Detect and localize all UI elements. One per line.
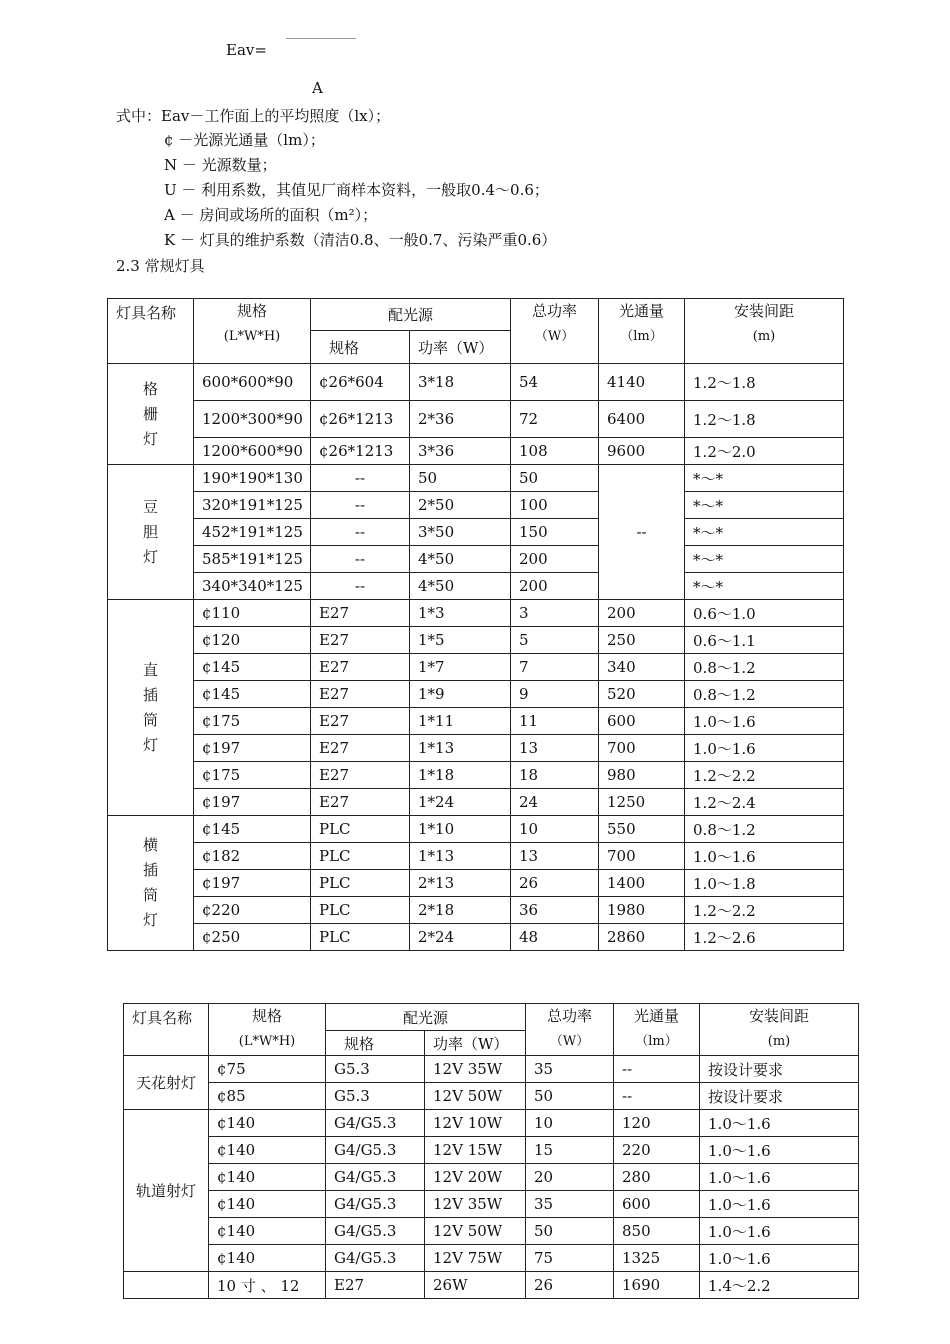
spec-cell: ¢140	[209, 1110, 326, 1137]
ls-spec-cell: E27	[311, 762, 410, 789]
ls-spec-cell: --	[311, 573, 410, 600]
table-row	[124, 1272, 859, 1299]
spacing-cell: 1.0～1.6	[685, 735, 844, 762]
spacing-cell: 1.0～1.6	[700, 1218, 859, 1245]
ls-power-cell: 1*7	[410, 654, 511, 681]
legend-intro: 式中：Eav－工作面上的平均照度（lx）；	[116, 107, 391, 125]
ls-spec-cell: G5.3	[326, 1056, 425, 1083]
ls-spec-cell: E27	[311, 600, 410, 627]
total-power-cell: 10	[511, 816, 599, 843]
col-spec-header: 规格 (L*W*H)	[194, 299, 311, 364]
spacing-cell: 1.4～2.2	[700, 1272, 859, 1299]
fixture-name	[124, 1272, 209, 1299]
ls-spec-cell: --	[311, 465, 410, 492]
table-row	[124, 1164, 859, 1191]
flux-cell: 220	[614, 1137, 700, 1164]
spec-cell: ¢110	[194, 600, 311, 627]
ls-power-cell: 12V 10W	[425, 1110, 526, 1137]
spec-cell: 10 寸 、 12	[209, 1272, 326, 1299]
ls-spec-cell: ¢26*1213	[311, 438, 410, 465]
flux-cell: --	[614, 1056, 700, 1083]
ls-power-cell: 12V 35W	[425, 1191, 526, 1218]
ls-power-cell: 2*50	[410, 492, 511, 519]
flux-cell: 980	[599, 762, 685, 789]
ls-power-cell: 1*24	[410, 789, 511, 816]
spec-cell: 320*191*125	[194, 492, 311, 519]
ls-spec-cell: PLC	[311, 870, 410, 897]
ls-power-cell: 1*10	[410, 816, 511, 843]
spacing-cell: *～*	[685, 492, 844, 519]
spec-cell: ¢85	[209, 1083, 326, 1110]
fixture-name: 格 栅 灯	[108, 364, 194, 465]
table-row	[108, 364, 844, 401]
total-power-cell: 5	[511, 627, 599, 654]
spacing-cell: 0.8～1.2	[685, 816, 844, 843]
table-row	[108, 816, 844, 843]
col-name-header: 灯具名称	[108, 299, 194, 364]
ls-power-cell: 1*13	[410, 843, 511, 870]
flux-cell: 340	[599, 654, 685, 681]
table-row	[124, 1083, 859, 1110]
spec-cell: ¢197	[194, 870, 311, 897]
table-row	[124, 1137, 859, 1164]
col-light-source-header: 配光源	[326, 1004, 526, 1031]
legend-item: N － 光源数量；	[164, 156, 277, 174]
table-row	[108, 573, 844, 600]
section-title: 2.3 常规灯具	[116, 257, 205, 275]
spec-cell: ¢182	[194, 843, 311, 870]
ls-spec-cell: E27	[311, 735, 410, 762]
ls-spec-cell: E27	[311, 654, 410, 681]
ls-power-cell: 4*50	[410, 573, 511, 600]
spacing-cell: 0.8～1.2	[685, 681, 844, 708]
ls-power-cell: 3*18	[410, 364, 511, 401]
ls-spec-cell: G4/G5.3	[326, 1191, 425, 1218]
total-power-cell: 35	[526, 1056, 614, 1083]
ls-power-cell: 12V 15W	[425, 1137, 526, 1164]
ls-spec-cell: PLC	[311, 816, 410, 843]
spec-cell: ¢145	[194, 816, 311, 843]
ls-spec-cell: ¢26*1213	[311, 401, 410, 438]
table-row	[108, 789, 844, 816]
table-row	[108, 870, 844, 897]
spacing-cell: 1.2～2.4	[685, 789, 844, 816]
table-row	[108, 654, 844, 681]
spec-cell: ¢175	[194, 708, 311, 735]
legend-item: A － 房间或场所的面积（m²）；	[164, 206, 378, 224]
total-power-cell: 3	[511, 600, 599, 627]
table-row	[124, 1191, 859, 1218]
ls-power-cell: 12V 35W	[425, 1056, 526, 1083]
fixture-name: 天花射灯	[124, 1056, 209, 1110]
flux-cell: 550	[599, 816, 685, 843]
flux-cell: 2860	[599, 924, 685, 951]
ls-power-cell: 12V 50W	[425, 1218, 526, 1245]
spec-cell: ¢145	[194, 681, 311, 708]
col-ls-power-header: 功率（W）	[410, 331, 511, 364]
spacing-cell: *～*	[685, 519, 844, 546]
legend-item: ¢ －光源光通量（lm）；	[164, 131, 325, 149]
total-power-cell: 15	[526, 1137, 614, 1164]
table-row	[108, 627, 844, 654]
ls-power-cell: 2*24	[410, 924, 511, 951]
total-power-cell: 36	[511, 897, 599, 924]
ls-spec-cell: G4/G5.3	[326, 1218, 425, 1245]
flux-cell: 520	[599, 681, 685, 708]
col-total-power-header: 总功率 （W）	[526, 1004, 614, 1056]
total-power-cell: 75	[526, 1245, 614, 1272]
table-row	[124, 1245, 859, 1272]
spacing-cell: *～*	[685, 573, 844, 600]
table-row	[108, 401, 844, 438]
ls-power-cell: 4*50	[410, 546, 511, 573]
fixture-name: 横 插 筒 灯	[108, 816, 194, 951]
spec-cell: ¢175	[194, 762, 311, 789]
total-power-cell: 10	[526, 1110, 614, 1137]
ls-spec-cell: G5.3	[326, 1083, 425, 1110]
legend-item: U － 利用系数，其值见厂商样本资料，一般取0.4～0.6；	[164, 181, 549, 199]
spacing-cell: 1.0～1.6	[700, 1245, 859, 1272]
spacing-cell: 1.0～1.6	[700, 1110, 859, 1137]
total-power-cell: 48	[511, 924, 599, 951]
spacing-cell: 按设计要求	[700, 1083, 859, 1110]
spec-cell: ¢140	[209, 1218, 326, 1245]
flux-cell: 9600	[599, 438, 685, 465]
table-row	[108, 438, 844, 465]
table-row	[108, 465, 844, 492]
spec-cell: ¢197	[194, 735, 311, 762]
flux-cell: 4140	[599, 364, 685, 401]
col-ls-spec-header: 规格	[326, 1031, 425, 1056]
spacing-cell: 1.0～1.6	[700, 1164, 859, 1191]
ls-power-cell: 12V 75W	[425, 1245, 526, 1272]
table-row	[108, 546, 844, 573]
spec-cell: ¢220	[194, 897, 311, 924]
spacing-cell: 1.0～1.8	[685, 870, 844, 897]
col-flux-header: 光通量 （lm）	[599, 299, 685, 364]
formula-denominator: A	[312, 79, 323, 97]
flux-cell: 200	[599, 600, 685, 627]
ls-spec-cell: G4/G5.3	[326, 1137, 425, 1164]
spec-cell: 452*191*125	[194, 519, 311, 546]
fraction-line	[286, 38, 356, 39]
spacing-cell: 按设计要求	[700, 1056, 859, 1083]
flux-cell: 1325	[614, 1245, 700, 1272]
flux-cell: 6400	[599, 401, 685, 438]
table-row	[108, 897, 844, 924]
spacing-cell: 0.6～1.0	[685, 600, 844, 627]
col-light-source-header: 配光源	[311, 299, 511, 331]
spec-cell: 190*190*130	[194, 465, 311, 492]
flux-cell: 1980	[599, 897, 685, 924]
ls-spec-cell: G4/G5.3	[326, 1110, 425, 1137]
table-row	[108, 843, 844, 870]
ls-spec-cell: E27	[311, 681, 410, 708]
ls-power-cell: 12V 20W	[425, 1164, 526, 1191]
ls-spec-cell: PLC	[311, 843, 410, 870]
table-row	[124, 1218, 859, 1245]
spec-cell: ¢250	[194, 924, 311, 951]
ls-power-cell: 12V 50W	[425, 1083, 526, 1110]
ls-power-cell: 1*18	[410, 762, 511, 789]
spec-cell: ¢75	[209, 1056, 326, 1083]
total-power-cell: 24	[511, 789, 599, 816]
total-power-cell: 150	[511, 519, 599, 546]
spacing-cell: 1.0～1.6	[685, 708, 844, 735]
spec-cell: ¢140	[209, 1137, 326, 1164]
total-power-cell: 35	[526, 1191, 614, 1218]
total-power-cell: 26	[526, 1272, 614, 1299]
spacing-cell: 0.8～1.2	[685, 654, 844, 681]
ls-spec-cell: --	[311, 492, 410, 519]
spacing-cell: 1.0～1.6	[700, 1191, 859, 1218]
total-power-cell: 100	[511, 492, 599, 519]
ls-spec-cell: PLC	[311, 897, 410, 924]
total-power-cell: 50	[526, 1218, 614, 1245]
fixture-name: 豆 胆 灯	[108, 465, 194, 600]
total-power-cell: 13	[511, 843, 599, 870]
ls-spec-cell: G4/G5.3	[326, 1245, 425, 1272]
ls-spec-cell: --	[311, 519, 410, 546]
total-power-cell: 50	[511, 465, 599, 492]
flux-cell: 1690	[614, 1272, 700, 1299]
flux-cell: 250	[599, 627, 685, 654]
spacing-cell: 1.0～1.6	[700, 1137, 859, 1164]
flux-cell: --	[599, 465, 685, 600]
fixture-name: 轨道射灯	[124, 1110, 209, 1272]
formula-lhs: Eav=	[226, 41, 267, 59]
ls-spec-cell: PLC	[311, 924, 410, 951]
ls-power-cell: 2*13	[410, 870, 511, 897]
total-power-cell: 13	[511, 735, 599, 762]
spacing-cell: 1.2～2.0	[685, 438, 844, 465]
flux-cell: 600	[599, 708, 685, 735]
col-name-header: 灯具名称	[124, 1004, 209, 1056]
col-spacing-header: 安装间距 (m)	[700, 1004, 859, 1056]
total-power-cell: 20	[526, 1164, 614, 1191]
col-spacing-header: 安装间距 (m)	[685, 299, 844, 364]
fixture-table-2	[123, 1003, 859, 1299]
spec-cell: ¢140	[209, 1191, 326, 1218]
table-row	[108, 708, 844, 735]
ls-power-cell: 1*11	[410, 708, 511, 735]
table-row	[108, 762, 844, 789]
flux-cell: 600	[614, 1191, 700, 1218]
ls-spec-cell: G4/G5.3	[326, 1164, 425, 1191]
ls-spec-cell: E27	[311, 789, 410, 816]
col-flux-header: 光通量 （lm）	[614, 1004, 700, 1056]
spec-cell: 600*600*90	[194, 364, 311, 401]
total-power-cell: 200	[511, 546, 599, 573]
legend-item: K － 灯具的维护系数（清洁0.8、一般0.7、污染严重0.6）	[164, 231, 557, 249]
spacing-cell: 1.2～1.8	[685, 401, 844, 438]
total-power-cell: 7	[511, 654, 599, 681]
fixture-name: 直 插 筒 灯	[108, 600, 194, 816]
col-ls-power-header: 功率（W）	[425, 1031, 526, 1056]
table-row	[108, 681, 844, 708]
flux-cell: 700	[599, 843, 685, 870]
spec-cell: 1200*300*90	[194, 401, 311, 438]
ls-power-cell: 2*36	[410, 401, 511, 438]
fixture-table-1	[107, 298, 844, 951]
spec-cell: ¢120	[194, 627, 311, 654]
ls-power-cell: 1*5	[410, 627, 511, 654]
table-row	[124, 1110, 859, 1137]
spec-cell: 1200*600*90	[194, 438, 311, 465]
table-row	[108, 924, 844, 951]
ls-power-cell: 3*50	[410, 519, 511, 546]
ls-power-cell: 50	[410, 465, 511, 492]
ls-power-cell: 2*18	[410, 897, 511, 924]
table-row	[124, 1056, 859, 1083]
spec-cell: ¢197	[194, 789, 311, 816]
flux-cell: 280	[614, 1164, 700, 1191]
spacing-cell: 1.2～1.8	[685, 364, 844, 401]
total-power-cell: 108	[511, 438, 599, 465]
spec-cell: 585*191*125	[194, 546, 311, 573]
col-total-power-header: 总功率 （W）	[511, 299, 599, 364]
ls-spec-cell: ¢26*604	[311, 364, 410, 401]
flux-cell: 1250	[599, 789, 685, 816]
table-row	[108, 519, 844, 546]
total-power-cell: 11	[511, 708, 599, 735]
spacing-cell: *～*	[685, 546, 844, 573]
table-row	[108, 600, 844, 627]
flux-cell: 120	[614, 1110, 700, 1137]
table-row	[108, 492, 844, 519]
flux-cell: 850	[614, 1218, 700, 1245]
total-power-cell: 54	[511, 364, 599, 401]
table-row	[108, 735, 844, 762]
spacing-cell: 1.2～2.2	[685, 762, 844, 789]
ls-spec-cell: E27	[311, 708, 410, 735]
total-power-cell: 26	[511, 870, 599, 897]
spacing-cell: 0.6～1.1	[685, 627, 844, 654]
total-power-cell: 50	[526, 1083, 614, 1110]
total-power-cell: 200	[511, 573, 599, 600]
flux-cell: 700	[599, 735, 685, 762]
total-power-cell: 9	[511, 681, 599, 708]
ls-power-cell: 3*36	[410, 438, 511, 465]
spacing-cell: *～*	[685, 465, 844, 492]
ls-spec-cell: E27	[311, 627, 410, 654]
spacing-cell: 1.2～2.6	[685, 924, 844, 951]
spec-cell: 340*340*125	[194, 573, 311, 600]
total-power-cell: 72	[511, 401, 599, 438]
ls-power-cell: 1*13	[410, 735, 511, 762]
ls-spec-cell: E27	[326, 1272, 425, 1299]
spec-cell: ¢140	[209, 1164, 326, 1191]
spacing-cell: 1.2～2.2	[685, 897, 844, 924]
spacing-cell: 1.0～1.6	[685, 843, 844, 870]
spec-cell: ¢145	[194, 654, 311, 681]
ls-power-cell: 1*9	[410, 681, 511, 708]
spec-cell: ¢140	[209, 1245, 326, 1272]
col-ls-spec-header: 规格	[311, 331, 410, 364]
ls-spec-cell: --	[311, 546, 410, 573]
total-power-cell: 18	[511, 762, 599, 789]
ls-power-cell: 26W	[425, 1272, 526, 1299]
col-spec-header: 规格 (L*W*H)	[209, 1004, 326, 1056]
flux-cell: --	[614, 1083, 700, 1110]
ls-power-cell: 1*3	[410, 600, 511, 627]
flux-cell: 1400	[599, 870, 685, 897]
